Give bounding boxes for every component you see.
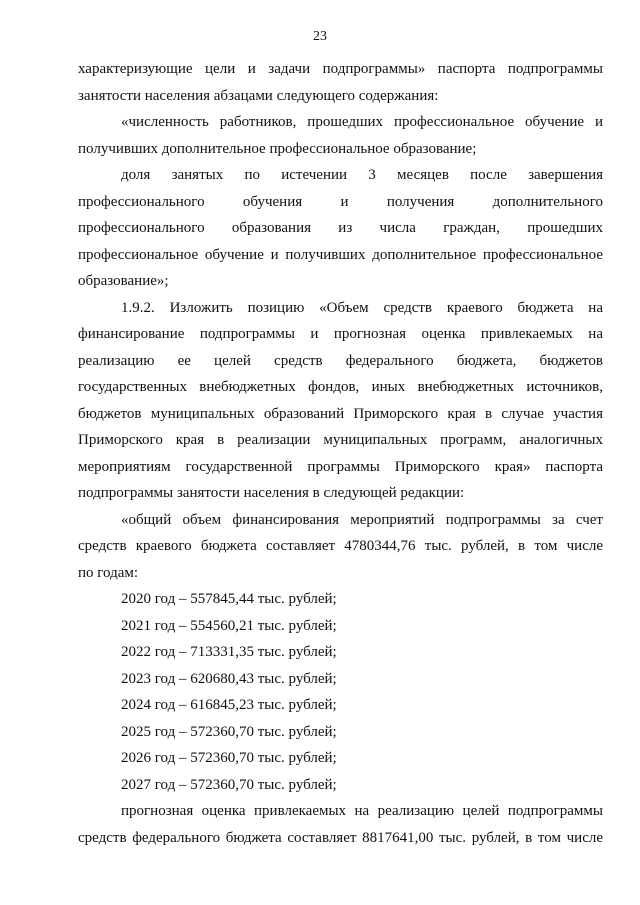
- text-line: занятости населения абзацами следующего содержания:: [78, 87, 439, 104]
- year-allocation-line: 2025 год – 572360,70 тыс. рублей;: [121, 723, 337, 740]
- text-line: подпрограммы занятости населения в следующей редакции:: [78, 485, 465, 501]
- year-allocation-line: 2026 год – 572360,70 тыс. рублей;: [121, 750, 337, 766]
- text-line: финансирование подпрограммы и прогнозная оценка привлекаемых на: [78, 326, 603, 342]
- year-allocation-line: 2022 год – 713331,35 тыс. рублей;: [121, 644, 337, 660]
- text-line: характеризующие цели и задачи подпрограммы» паспорта подпрограммы: [78, 61, 603, 77]
- text-line: по годам:: [78, 564, 139, 581]
- text-line: государственных внебюджетных фондов, иных внебюджетных источников,: [78, 379, 603, 395]
- text-line: реализацию ее целей средств федерального бюджета, бюджетов: [78, 352, 603, 369]
- year-allocation-line: 2021 год – 554560,21 тыс. рублей;: [121, 617, 337, 634]
- closing-lines: [78, 798, 603, 851]
- text-line: средств федерального бюджета составляет 8817641,00 тыс. рублей, в том числе: [78, 829, 603, 846]
- text-line: доля занятых по истечении 3 месяцев после завершения: [121, 167, 603, 183]
- text-line: профессионального образования из числа граждан, прошедших: [78, 220, 603, 236]
- document-body: [78, 56, 603, 851]
- year-allocation-line: 2024 год – 616845,23 тыс. рублей;: [121, 697, 337, 713]
- text-line: прогнозная оценка привлекаемых на реализацию целей подпрограммы: [121, 803, 603, 819]
- year-allocation-line: 2027 год – 572360,70 тыс. рублей;: [121, 776, 337, 793]
- text-lines: [78, 56, 603, 586]
- text-line: профессиональное обучение и получивших дополнительное профессиональное: [78, 246, 603, 263]
- text-line: мероприятиям государственной программы Приморского края» паспорта: [78, 458, 603, 475]
- text-line: «численность работников, прошедших профессиональное обучение и: [121, 114, 603, 130]
- text-line: «общий объем финансирования мероприятий подпрограммы за счет: [121, 511, 603, 528]
- text-line: образование»;: [78, 273, 169, 289]
- text-line: бюджетов муниципальных образований Приморского края в случае участия: [78, 405, 603, 422]
- year-allocation-line: 2023 год – 620680,43 тыс. рублей;: [121, 670, 337, 687]
- text-line: 1.9.2. Изложить позицию «Объем средств краевого бюджета на: [121, 299, 603, 316]
- page-number: 23: [313, 29, 327, 44]
- year-allocation-line: 2020 год – 557845,44 тыс. рублей;: [121, 591, 337, 607]
- text-line: средств краевого бюджета составляет 4780344,76 тыс. рублей, в том числе: [78, 538, 603, 554]
- year-list: [78, 586, 603, 798]
- text-line: профессионального обучения и получения дополнительного: [78, 193, 603, 210]
- text-line: получивших дополнительное профессиональное образование;: [78, 140, 477, 157]
- text-line: Приморского края в реализации муниципальных программ, аналогичных: [78, 432, 603, 448]
